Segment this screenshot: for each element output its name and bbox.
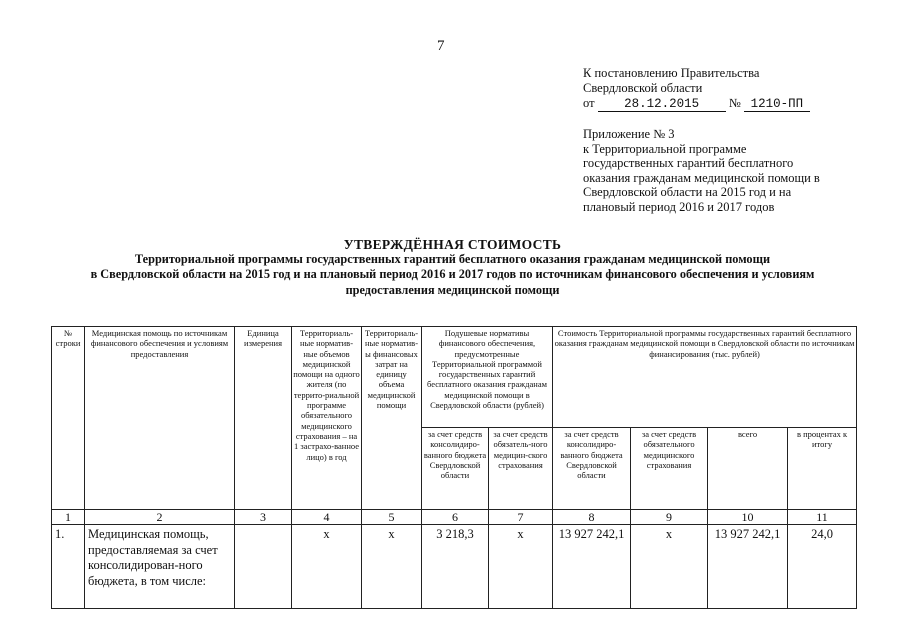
title-main: УТВЕРЖДЁННАЯ СТОИМОСТЬ <box>343 237 562 252</box>
appendix-line-4: оказания гражданам медицинской помощи в <box>583 170 820 185</box>
column-number: 2 <box>85 510 235 525</box>
column-number: 7 <box>489 510 553 525</box>
header-per-capita-oms: за счет средств обязатель-ного медицин-ского страхования <box>489 428 553 510</box>
row-name: Медицинская помощь, предоставляемая за счет консолидирован-ного бюджета, в том числе: <box>85 525 235 609</box>
column-number-row <box>52 510 857 525</box>
row-number: 1. <box>52 525 85 609</box>
row-per-capita-budget: 3 218,3 <box>422 525 489 609</box>
column-number: 3 <box>235 510 292 525</box>
column-number: 9 <box>631 510 708 525</box>
appendix-line-1: Приложение № 3 <box>583 127 675 141</box>
decree-date: 28.12.2015 <box>598 98 726 112</box>
column-number: 4 <box>292 510 362 525</box>
column-number: 10 <box>708 510 788 525</box>
decree-number-label: № <box>728 96 741 110</box>
title-line-3: предоставления медицинской помощи <box>345 282 560 297</box>
header-volume-norms: Территориаль-ные норматив-ные объемов медицинской помощи на одного жителя (по террито-риальной программе обязательного медицинского страхования – на 1 застрахо-ванное лицо) в год <box>292 327 362 510</box>
decree-number: 1210-ПП <box>744 98 810 112</box>
header-cost-oms: за счет средств обязательного медицинского страхования <box>631 428 708 510</box>
header-row-1 <box>52 327 857 428</box>
page-number: 7 <box>437 38 445 54</box>
header-cost-norms: Территориаль-ные норматив-ы финансовых затрат на единицу объема медицинской помощи <box>362 327 422 510</box>
document-title <box>40 237 865 298</box>
row-volume-norm: х <box>292 525 362 609</box>
header-cost-total: всего <box>708 428 788 510</box>
column-number: 8 <box>553 510 631 525</box>
column-number: 5 <box>362 510 422 525</box>
appendix-line-5: Свердловской области на 2015 год и на <box>583 185 792 199</box>
decree-reference <box>583 66 810 112</box>
decree-date-line <box>583 96 810 112</box>
appendix-line-6: плановый период 2016 и 2017 годов <box>583 199 775 214</box>
decree-line-2: Свердловской области <box>583 81 703 95</box>
row-cost-percent: 24,0 <box>788 525 857 609</box>
row-cost-total: 13 927 242,1 <box>708 525 788 609</box>
column-number: 6 <box>422 510 489 525</box>
appendix-reference <box>583 127 873 214</box>
column-number: 11 <box>788 510 857 525</box>
header-per-capita-budget: за счет средств консолидиро-ванного бюджета Свердловской области <box>422 428 489 510</box>
row-per-capita-oms: х <box>489 525 553 609</box>
table-row <box>52 525 857 609</box>
header-per-capita: Подушевые нормативы финансового обеспечения, предусмотренные Территориальной программой государственных гарантий бесплатного оказания гражданам медицинской помощи в Свердловской области (рублей) <box>422 327 553 428</box>
appendix-line-3: государственных гарантий бесплатного <box>583 156 794 170</box>
row-cost-budget: 13 927 242,1 <box>553 525 631 609</box>
row-cost-oms: х <box>631 525 708 609</box>
header-medical-care: Медицинская помощь по источникам финансового обеспечения и условиям предоставления <box>85 327 235 510</box>
header-unit: Единица измерения <box>235 327 292 510</box>
header-cost-percent: в процентах к итогу <box>788 428 857 510</box>
decree-line-1: К постановлению Правительства <box>583 66 760 80</box>
header-cost-budget: за счет средств консолидиро-ванного бюджета Свердловской области <box>553 428 631 510</box>
row-unit <box>235 525 292 609</box>
title-line-2: в Свердловской области на 2015 год и на плановый период 2016 и 2017 годов по источникам финансового обеспечения и условиям <box>90 267 815 282</box>
cost-table <box>51 326 857 609</box>
header-row-number: № строки <box>52 327 85 510</box>
title-line-1: Территориальной программы государственных гарантий бесплатного оказания гражданам медицинской помощи <box>134 252 771 267</box>
decree-from-label: от <box>583 96 595 110</box>
column-number: 1 <box>52 510 85 525</box>
appendix-line-2: к Территориальной программе <box>583 141 747 156</box>
header-program-cost: Стоимость Территориальной программы государственных гарантий бесплатного оказания гражданам медицинской помощи в Свердловской области по источникам финансирования (тыс. рублей) <box>553 327 857 428</box>
row-cost-norm: х <box>362 525 422 609</box>
